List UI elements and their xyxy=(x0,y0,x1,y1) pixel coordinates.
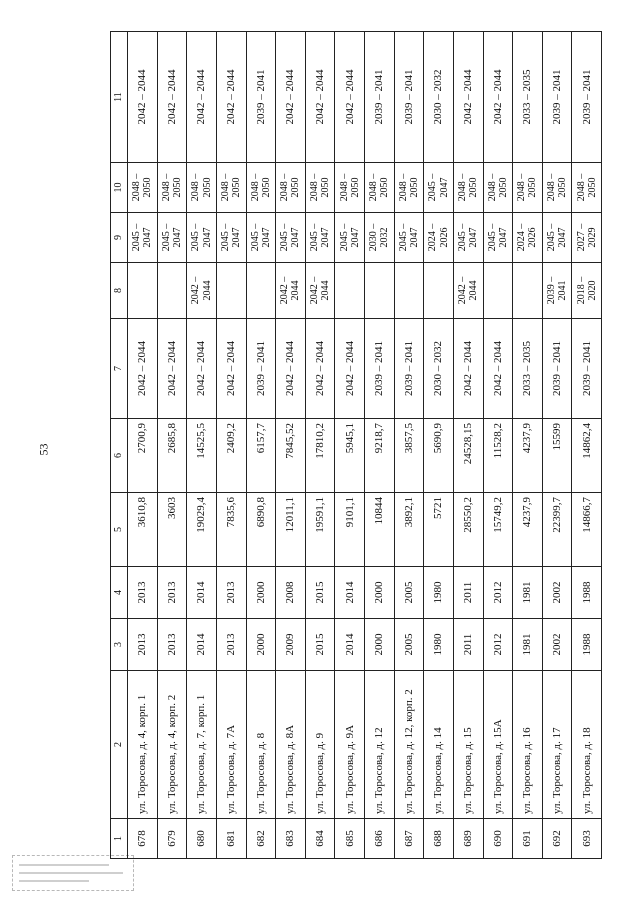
total-area-cell: 9101,1 xyxy=(335,493,365,567)
table-row xyxy=(246,32,276,859)
period-elevator-cell: 2018 – 2020 xyxy=(572,263,602,319)
row-number-cell: 687 xyxy=(394,819,424,859)
period-facade-cell: 2024 – 2026 xyxy=(513,213,543,263)
address-cell: ул. Торосова, д. 7А xyxy=(216,671,246,819)
period-overall-cell: 2042 – 2044 xyxy=(157,32,187,163)
total-area-cell: 3603 xyxy=(157,493,187,567)
address-cell: ул. Торосова, д. 4, корп. 1 xyxy=(128,671,158,819)
period-systems-cell: 2045 – 2047 xyxy=(424,163,454,213)
stamp-line xyxy=(19,864,109,866)
address-cell: ул. Торосова, д. 7, корп. 1 xyxy=(187,671,217,819)
table-row xyxy=(157,32,187,859)
year-built-cell: 2002 xyxy=(542,619,572,671)
living-area-cell: 2700,9 xyxy=(128,419,158,493)
period-elevator-cell: 2042 – 2044 xyxy=(305,263,335,319)
period-elevator-cell xyxy=(394,263,424,319)
total-area-cell: 5721 xyxy=(424,493,454,567)
year-built-cell: 2000 xyxy=(246,619,276,671)
address-cell: ул. Торосова, д. 15 xyxy=(453,671,483,819)
living-area-cell: 2685,8 xyxy=(157,419,187,493)
period-facade-cell: 2045 – 2047 xyxy=(187,213,217,263)
table-row xyxy=(394,32,424,859)
period-systems-cell: 2048 – 2050 xyxy=(542,163,572,213)
year-built-cell: 2015 xyxy=(305,619,335,671)
total-area-cell: 22399,7 xyxy=(542,493,572,567)
period-elevator-cell xyxy=(128,263,158,319)
address-cell: ул. Торосова, д. 12, корп. 2 xyxy=(394,671,424,819)
living-area-cell: 6157,7 xyxy=(246,419,276,493)
total-area-cell: 12011,1 xyxy=(276,493,306,567)
living-area-cell: 24528,15 xyxy=(453,419,483,493)
total-area-cell: 28550,2 xyxy=(453,493,483,567)
address-cell: ул. Торосова, д. 4, корп. 2 xyxy=(157,671,187,819)
period-elevator-cell xyxy=(216,263,246,319)
address-cell: ул. Торосова, д. 8А xyxy=(276,671,306,819)
period-systems-cell: 2048 – 2050 xyxy=(187,163,217,213)
total-area-cell: 3892,1 xyxy=(394,493,424,567)
period-facade-cell: 2045 – 2047 xyxy=(276,213,306,263)
year-commissioned-cell: 2013 xyxy=(157,567,187,619)
period-systems-cell: 2048 – 2050 xyxy=(335,163,365,213)
stamp-line xyxy=(19,880,89,882)
row-number-cell: 690 xyxy=(483,819,513,859)
period-systems-cell: 2048 – 2050 xyxy=(305,163,335,213)
column-header: 2 xyxy=(111,671,128,819)
period-overall-cell: 2042 – 2044 xyxy=(216,32,246,163)
period-facade-cell: 2045 – 2047 xyxy=(216,213,246,263)
table-row xyxy=(276,32,306,859)
table-row xyxy=(216,32,246,859)
table-row xyxy=(513,32,543,859)
year-built-cell: 2014 xyxy=(187,619,217,671)
living-area-cell: 17810,2 xyxy=(305,419,335,493)
table-container xyxy=(110,32,602,859)
period-systems-cell: 2048 – 2050 xyxy=(128,163,158,213)
period-roof-cell: 2042 – 2044 xyxy=(305,319,335,419)
table-row xyxy=(335,32,365,859)
living-area-cell: 4237,9 xyxy=(513,419,543,493)
table-body xyxy=(128,32,602,859)
period-systems-cell: 2048 – 2050 xyxy=(483,163,513,213)
period-roof-cell: 2042 – 2044 xyxy=(216,319,246,419)
total-area-cell: 19591,1 xyxy=(305,493,335,567)
year-commissioned-cell: 1988 xyxy=(572,567,602,619)
year-commissioned-cell: 2008 xyxy=(276,567,306,619)
year-built-cell: 2012 xyxy=(483,619,513,671)
period-facade-cell: 2045 – 2047 xyxy=(157,213,187,263)
period-elevator-cell: 2042 – 2044 xyxy=(453,263,483,319)
table-row xyxy=(128,32,158,859)
period-facade-cell: 2024 – 2026 xyxy=(424,213,454,263)
column-header: 7 xyxy=(111,319,128,419)
living-area-cell: 14525,5 xyxy=(187,419,217,493)
row-number-cell: 681 xyxy=(216,819,246,859)
period-systems-cell: 2048 – 2050 xyxy=(572,163,602,213)
period-elevator-cell xyxy=(483,263,513,319)
period-overall-cell: 2042 – 2044 xyxy=(187,32,217,163)
living-area-cell: 9218,7 xyxy=(365,419,395,493)
column-header: 5 xyxy=(111,493,128,567)
year-built-cell: 2013 xyxy=(216,619,246,671)
period-systems-cell: 2048 – 2050 xyxy=(394,163,424,213)
stamp-line xyxy=(19,872,123,874)
year-built-cell: 1988 xyxy=(572,619,602,671)
total-area-cell: 7835,6 xyxy=(216,493,246,567)
row-number-cell: 682 xyxy=(246,819,276,859)
period-facade-cell: 2045 – 2047 xyxy=(335,213,365,263)
year-built-cell: 2000 xyxy=(365,619,395,671)
period-systems-cell: 2048 – 2050 xyxy=(246,163,276,213)
period-overall-cell: 2042 – 2044 xyxy=(483,32,513,163)
row-number-cell: 691 xyxy=(513,819,543,859)
row-number-cell: 693 xyxy=(572,819,602,859)
total-area-cell: 10844 xyxy=(365,493,395,567)
period-elevator-cell xyxy=(365,263,395,319)
period-roof-cell: 2042 – 2044 xyxy=(276,319,306,419)
total-area-cell: 14866,7 xyxy=(572,493,602,567)
row-number-cell: 678 xyxy=(128,819,158,859)
period-overall-cell: 2039 – 2041 xyxy=(246,32,276,163)
period-roof-cell: 2042 – 2044 xyxy=(483,319,513,419)
period-elevator-cell xyxy=(157,263,187,319)
table-row xyxy=(187,32,217,859)
period-overall-cell: 2039 – 2041 xyxy=(365,32,395,163)
period-overall-cell: 2042 – 2044 xyxy=(128,32,158,163)
period-roof-cell: 2042 – 2044 xyxy=(157,319,187,419)
address-cell: ул. Торосова, д. 16 xyxy=(513,671,543,819)
total-area-cell: 4237,9 xyxy=(513,493,543,567)
year-built-cell: 2011 xyxy=(453,619,483,671)
row-number-cell: 683 xyxy=(276,819,306,859)
column-header: 9 xyxy=(111,213,128,263)
year-commissioned-cell: 2002 xyxy=(542,567,572,619)
column-header: 6 xyxy=(111,419,128,493)
year-commissioned-cell: 2005 xyxy=(394,567,424,619)
period-overall-cell: 2042 – 2044 xyxy=(335,32,365,163)
period-systems-cell: 2048 – 2050 xyxy=(513,163,543,213)
total-area-cell: 6890,8 xyxy=(246,493,276,567)
living-area-cell: 5690,9 xyxy=(424,419,454,493)
living-area-cell: 7845,52 xyxy=(276,419,306,493)
address-cell: ул. Торосова, д. 9 xyxy=(305,671,335,819)
period-facade-cell: 2045 – 2047 xyxy=(394,213,424,263)
row-number-cell: 685 xyxy=(335,819,365,859)
period-elevator-cell xyxy=(424,263,454,319)
address-cell: ул. Торосова, д. 9А xyxy=(335,671,365,819)
living-area-cell: 14862,4 xyxy=(572,419,602,493)
period-facade-cell: 2045 – 2047 xyxy=(542,213,572,263)
year-commissioned-cell: 2013 xyxy=(128,567,158,619)
address-cell: ул. Торосова, д. 15А xyxy=(483,671,513,819)
period-facade-cell: 2045 – 2047 xyxy=(246,213,276,263)
column-header: 3 xyxy=(111,619,128,671)
period-roof-cell: 2033 – 2035 xyxy=(513,319,543,419)
column-header: 10 xyxy=(111,163,128,213)
row-number-cell: 692 xyxy=(542,819,572,859)
address-cell: ул. Торосова, д. 14 xyxy=(424,671,454,819)
address-cell: ул. Торосова, д. 17 xyxy=(542,671,572,819)
year-commissioned-cell: 1981 xyxy=(513,567,543,619)
period-elevator-cell: 2042 – 2044 xyxy=(187,263,217,319)
total-area-cell: 19029,4 xyxy=(187,493,217,567)
year-commissioned-cell: 2015 xyxy=(305,567,335,619)
row-number-cell: 680 xyxy=(187,819,217,859)
column-header: 11 xyxy=(111,32,128,163)
period-elevator-cell xyxy=(246,263,276,319)
period-systems-cell: 2048 – 2050 xyxy=(365,163,395,213)
period-facade-cell: 2045 – 2047 xyxy=(128,213,158,263)
period-roof-cell: 2042 – 2044 xyxy=(187,319,217,419)
year-commissioned-cell: 2014 xyxy=(335,567,365,619)
period-roof-cell: 2042 – 2044 xyxy=(453,319,483,419)
period-elevator-cell: 2039 – 2041 xyxy=(542,263,572,319)
year-built-cell: 2009 xyxy=(276,619,306,671)
period-facade-cell: 2027 – 2029 xyxy=(572,213,602,263)
living-area-cell: 3857,5 xyxy=(394,419,424,493)
table-row xyxy=(542,32,572,859)
year-built-cell: 2005 xyxy=(394,619,424,671)
housing-table xyxy=(110,31,602,859)
address-cell: ул. Торосова, д. 18 xyxy=(572,671,602,819)
period-overall-cell: 2042 – 2044 xyxy=(276,32,306,163)
year-commissioned-cell: 2014 xyxy=(187,567,217,619)
period-systems-cell: 2048 – 2050 xyxy=(276,163,306,213)
year-built-cell: 2013 xyxy=(128,619,158,671)
period-elevator-cell: 2042 – 2044 xyxy=(276,263,306,319)
year-built-cell: 2013 xyxy=(157,619,187,671)
period-facade-cell: 2045 – 2047 xyxy=(483,213,513,263)
period-roof-cell: 2039 – 2041 xyxy=(572,319,602,419)
period-roof-cell: 2039 – 2041 xyxy=(365,319,395,419)
period-overall-cell: 2042 – 2044 xyxy=(305,32,335,163)
period-roof-cell: 2030 – 2032 xyxy=(424,319,454,419)
year-commissioned-cell: 2011 xyxy=(453,567,483,619)
page-number: 53 xyxy=(36,443,51,456)
period-systems-cell: 2048 – 2050 xyxy=(453,163,483,213)
living-area-cell: 11528,2 xyxy=(483,419,513,493)
year-built-cell: 1981 xyxy=(513,619,543,671)
year-built-cell: 2014 xyxy=(335,619,365,671)
period-roof-cell: 2039 – 2041 xyxy=(246,319,276,419)
year-commissioned-cell: 2013 xyxy=(216,567,246,619)
period-overall-cell: 2039 – 2041 xyxy=(542,32,572,163)
year-commissioned-cell: 2012 xyxy=(483,567,513,619)
period-roof-cell: 2039 – 2041 xyxy=(394,319,424,419)
period-roof-cell: 2039 – 2041 xyxy=(542,319,572,419)
row-number-cell: 684 xyxy=(305,819,335,859)
period-overall-cell: 2042 – 2044 xyxy=(453,32,483,163)
row-number-cell: 679 xyxy=(157,819,187,859)
table-row xyxy=(365,32,395,859)
row-number-cell: 689 xyxy=(453,819,483,859)
period-elevator-cell xyxy=(513,263,543,319)
row-number-cell: 688 xyxy=(424,819,454,859)
year-commissioned-cell: 2000 xyxy=(365,567,395,619)
column-header: 4 xyxy=(111,567,128,619)
table-row xyxy=(572,32,602,859)
period-overall-cell: 2030 – 2032 xyxy=(424,32,454,163)
year-commissioned-cell: 1980 xyxy=(424,567,454,619)
period-overall-cell: 2033 – 2035 xyxy=(513,32,543,163)
column-header: 1 xyxy=(111,819,128,859)
address-cell: ул. Торосова, д. 12 xyxy=(365,671,395,819)
year-commissioned-cell: 2000 xyxy=(246,567,276,619)
row-number-cell: 686 xyxy=(365,819,395,859)
year-built-cell: 1980 xyxy=(424,619,454,671)
total-area-cell: 3610,8 xyxy=(128,493,158,567)
period-systems-cell: 2048 – 2050 xyxy=(157,163,187,213)
stamp xyxy=(12,855,134,891)
period-facade-cell: 2045 – 2047 xyxy=(305,213,335,263)
total-area-cell: 15749,2 xyxy=(483,493,513,567)
living-area-cell: 2409,2 xyxy=(216,419,246,493)
period-systems-cell: 2048 – 2050 xyxy=(216,163,246,213)
table-row xyxy=(424,32,454,859)
period-overall-cell: 2039 – 2041 xyxy=(394,32,424,163)
living-area-cell: 5945,1 xyxy=(335,419,365,493)
period-roof-cell: 2042 – 2044 xyxy=(335,319,365,419)
period-elevator-cell xyxy=(335,263,365,319)
period-roof-cell: 2042 – 2044 xyxy=(128,319,158,419)
address-cell: ул. Торосова, д. 8 xyxy=(246,671,276,819)
column-header: 8 xyxy=(111,263,128,319)
header-row xyxy=(111,32,128,859)
table-row xyxy=(483,32,513,859)
period-facade-cell: 2030 – 2032 xyxy=(365,213,395,263)
table-row xyxy=(453,32,483,859)
period-overall-cell: 2039 – 2041 xyxy=(572,32,602,163)
table-row xyxy=(305,32,335,859)
period-facade-cell: 2045 – 2047 xyxy=(453,213,483,263)
living-area-cell: 15599 xyxy=(542,419,572,493)
